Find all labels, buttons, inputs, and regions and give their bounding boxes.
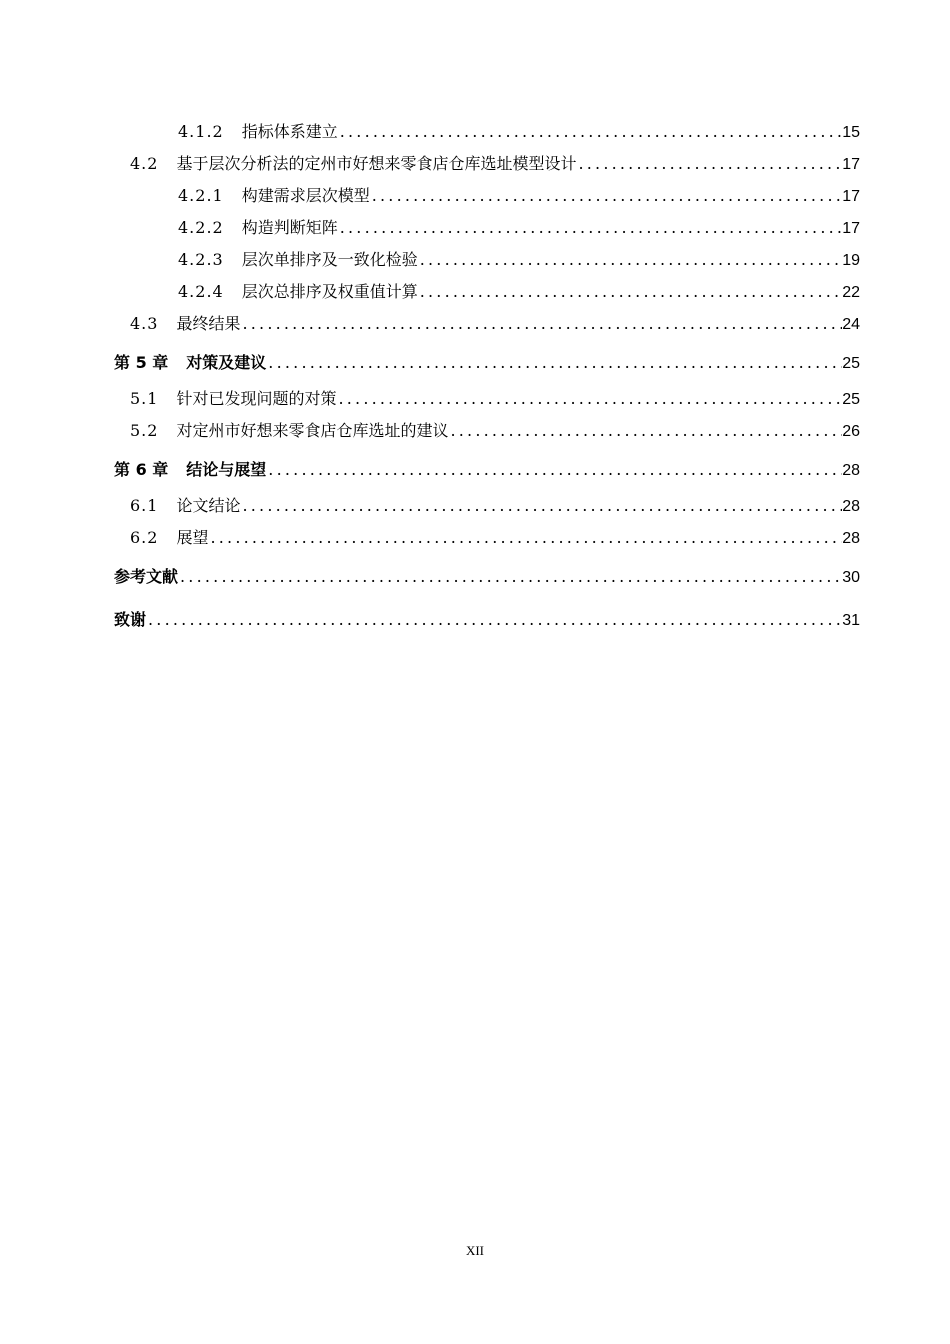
- dot-leader: [448, 415, 842, 447]
- dot-leader: [336, 383, 842, 415]
- toc-entry-page: 24: [842, 316, 860, 333]
- dot-leader: [178, 556, 842, 597]
- dot-leader: [146, 599, 842, 640]
- toc-entry-title: 层次总排序及权重值计算: [241, 282, 418, 301]
- toc-entry-number: 4.2.4: [178, 282, 224, 301]
- toc-entry[interactable]: [114, 148, 860, 180]
- toc-entry[interactable]: [114, 415, 860, 447]
- toc-entry-title: 构建需求层次模型: [241, 186, 370, 205]
- toc-entry-page: 31: [842, 612, 860, 629]
- toc-entry-number: 5.1: [130, 389, 159, 408]
- toc-chapter-entry[interactable]: [114, 554, 860, 597]
- toc-entry[interactable]: [114, 180, 860, 212]
- toc-entry[interactable]: [114, 244, 860, 276]
- toc-entry-page: 28: [842, 530, 860, 547]
- toc-chapter-entry[interactable]: [114, 447, 860, 490]
- toc-entry-number: 第 5 章: [114, 353, 169, 372]
- toc-entry-number: 4.2: [130, 154, 159, 173]
- toc-entry-title: 对策及建议: [186, 353, 267, 372]
- toc-entry[interactable]: [114, 308, 860, 340]
- dot-leader: [266, 449, 842, 490]
- toc-entry[interactable]: [114, 212, 860, 244]
- toc-entry-number: 4.2.1: [178, 186, 224, 205]
- toc-entry-page: 28: [842, 462, 860, 479]
- toc-entry-title: 展望: [176, 528, 209, 547]
- dot-leader: [240, 308, 842, 340]
- toc-entry[interactable]: [114, 383, 860, 415]
- dot-leader: [576, 148, 842, 180]
- toc-entry-title: 论文结论: [176, 496, 241, 515]
- toc-entry-page: 30: [842, 569, 860, 586]
- toc-entry-number: 4.2.3: [178, 250, 224, 269]
- toc-entry-number: 6.2: [130, 528, 159, 547]
- table-of-contents: [114, 116, 860, 640]
- toc-entry-page: 25: [842, 355, 860, 372]
- toc-entry-title: 最终结果: [176, 314, 241, 333]
- toc-entry[interactable]: [114, 490, 860, 522]
- dot-leader: [266, 342, 842, 383]
- toc-entry-page: 15: [842, 124, 860, 141]
- dot-leader: [240, 490, 842, 522]
- toc-entry-page: 22: [842, 284, 860, 301]
- toc-entry-page: 28: [842, 498, 860, 515]
- dot-leader: [338, 212, 842, 244]
- toc-entry-page: 19: [842, 252, 860, 269]
- toc-entry-number: 4.3: [130, 314, 159, 333]
- toc-entry-title: 指标体系建立: [241, 122, 338, 141]
- dot-leader: [418, 244, 842, 276]
- dot-leader: [418, 276, 842, 308]
- dot-leader: [208, 522, 842, 554]
- toc-chapter-entry[interactable]: [114, 597, 860, 640]
- toc-entry[interactable]: [114, 276, 860, 308]
- toc-entry-title: 基于层次分析法的定州市好想来零食店仓库选址模型设计: [176, 154, 577, 173]
- toc-entry-page: 25: [842, 391, 860, 408]
- toc-entry-number: 4.2.2: [178, 218, 224, 237]
- page-number-footer: XII: [465, 1243, 485, 1258]
- toc-entry-page: 17: [842, 188, 860, 205]
- toc-entry-title: 参考文献: [114, 567, 179, 586]
- dot-leader: [338, 116, 842, 148]
- toc-entry-page: 17: [842, 220, 860, 237]
- toc-entry-title: 层次单排序及一致化检验: [241, 250, 418, 269]
- toc-entry[interactable]: [114, 522, 860, 554]
- toc-entry[interactable]: [114, 116, 860, 148]
- toc-chapter-entry[interactable]: [114, 340, 860, 383]
- toc-entry-page: 26: [842, 423, 860, 440]
- toc-entry-title: 对定州市好想来零食店仓库选址的建议: [176, 421, 449, 440]
- toc-entry-number: 6.1: [130, 496, 159, 515]
- toc-entry-title: 致谢: [114, 610, 147, 629]
- toc-entry-title: 构造判断矩阵: [241, 218, 338, 237]
- toc-entry-number: 第 6 章: [114, 460, 169, 479]
- toc-entry-title: 结论与展望: [186, 460, 267, 479]
- toc-entry-title: 针对已发现问题的对策: [176, 389, 337, 408]
- toc-entry-page: 17: [842, 156, 860, 173]
- dot-leader: [370, 180, 842, 212]
- toc-entry-number: 5.2: [130, 421, 159, 440]
- toc-entry-number: 4.1.2: [178, 122, 224, 141]
